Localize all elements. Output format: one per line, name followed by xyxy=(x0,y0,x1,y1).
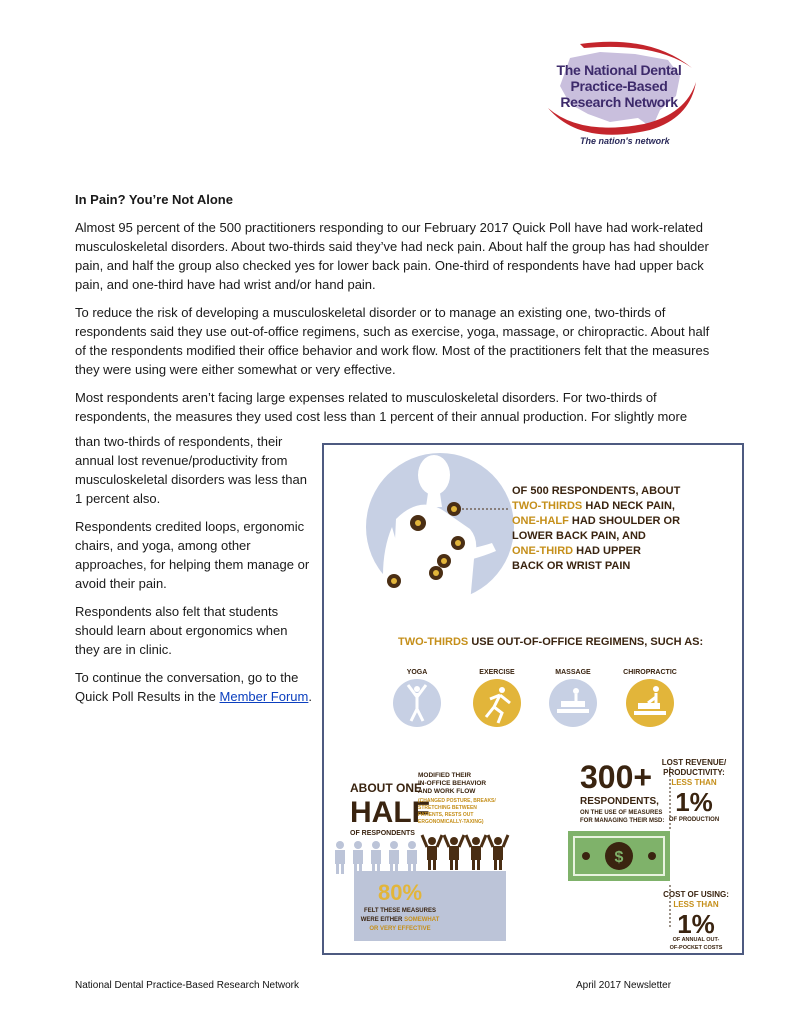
pain-stat-line-2: two-thirds had neck pain, xyxy=(512,500,675,512)
dollar-bill-icon xyxy=(568,831,670,881)
pain-stat-line-6: back or wrist pain xyxy=(512,560,631,572)
modified-line-7: ergonomically-taxing) xyxy=(418,819,484,825)
cost-line-3: of annual out- xyxy=(672,937,720,943)
respondent-people-icons-grey xyxy=(335,841,417,874)
article-paragraph-1: Almost 95 percent of the 500 practitioners responding to our February 2017 Quick Poll have had work-related musculoskeletal disorders. About two-thirds said they’ve had neck pain. About half the group has had shoulder pain, and half the group also checked yes for lower back pain. One-third of respondents have had upper back pain, and one-third have had wrist and/or hand pain. xyxy=(75,220,709,292)
felt-line-2: were either somewhat xyxy=(360,917,440,923)
respondent-people-icons-cheering xyxy=(422,835,508,870)
of-respondents-label: of respondents xyxy=(350,830,415,837)
article xyxy=(75,190,715,435)
pain-stat-line-5: one-third had upper xyxy=(512,545,641,557)
infographic-canvas xyxy=(324,445,742,953)
half-label: Half xyxy=(350,796,430,829)
article-paragraph-5: Respondents also felt that students should learn about ergonomics when they are in clinic. xyxy=(75,604,288,657)
cost-one-percent: 1% xyxy=(677,909,715,939)
footer-organization: National Dental Practice-Based Research Network xyxy=(75,980,299,991)
big-300-label: 300+ xyxy=(580,759,653,795)
logo-line-3: Research Network xyxy=(560,94,678,110)
infographic xyxy=(322,443,744,955)
article-paragraph-2: To reduce the risk of developing a musculoskeletal disorder or to manage an existing one, two-thirds of respondents said they use out-of-office regimens, such as exercise, yoga, massage, or chiropractic. About half of the respondents modified their office behavior and work flow. Most of the practitioners felt that the measures they were using were either somewhat or very effective. xyxy=(75,305,710,377)
respondents-label: respondents, xyxy=(580,796,659,807)
cost-line-2: less than xyxy=(673,900,719,909)
pain-stat-line-4: lower back pain, and xyxy=(512,530,646,542)
logo-tagline: The nation's network xyxy=(580,136,670,146)
felt-line-3: or very effective xyxy=(369,926,431,932)
article-paragraph-3: Most respondents aren’t facing large expenses related to musculoskeletal disorders. For two-thirds of respondents, the measures they used cost less than 1 percent of their annual production. For slightly more xyxy=(75,390,688,424)
regimens-heading: Two-thirds use out-of-office regimens, such as: xyxy=(398,636,704,648)
regimen-label-yoga: Yoga xyxy=(406,669,428,676)
pain-stat-line-1: Of 500 respondents, about xyxy=(512,485,681,497)
pain-statistics xyxy=(512,485,681,572)
article-paragraph-3-continued: than two-thirds of respondents, their annual lost revenue/productivity from musculoskeletal disorders was less than 1 percent also. xyxy=(75,434,307,506)
on-use-line-2: for managing their MSD: xyxy=(580,818,665,824)
felt-line-1: Felt these measures xyxy=(364,908,436,914)
article-heading: In Pain? You’re Not Alone xyxy=(75,192,233,207)
regimen-labels xyxy=(407,669,677,676)
modified-line-5: stretching between xyxy=(418,805,477,811)
modified-line-2: in-office behavior xyxy=(418,780,487,787)
logo-line-1: The National Dental xyxy=(556,62,682,78)
pain-stat-line-3: one-half had shoulder or xyxy=(512,515,681,527)
article-left-column xyxy=(75,432,315,715)
paragraph-6-text: To continue the conversation, go to the Quick Poll Results in the xyxy=(75,670,299,704)
modified-line-6: patients, rests out xyxy=(418,812,474,818)
chiropractic-icon xyxy=(626,679,674,727)
logo-wordmark xyxy=(548,62,690,110)
cost-of-using-block xyxy=(663,890,729,951)
modified-behavior-text xyxy=(418,772,496,825)
about-one-label: About one xyxy=(350,781,422,795)
exercise-icon xyxy=(473,679,521,727)
footer-newsletter-date: April 2017 Newsletter xyxy=(576,980,672,991)
lost-line-3: less than xyxy=(671,778,717,787)
lost-line-2: productivity: xyxy=(663,768,725,777)
regimen-label-exercise: Exercise xyxy=(479,669,515,676)
modified-line-1: Modified their xyxy=(418,772,472,779)
cost-line-1: Cost of using: xyxy=(663,890,729,899)
logo-line-2: Practice-Based xyxy=(570,78,668,94)
article-paragraph-6 xyxy=(75,668,315,706)
paragraph-6-period: . xyxy=(308,689,312,704)
article-paragraph-4: Respondents credited loops, ergonomic chairs, and yoga, among other approaches, for helping them manage or avoid their pain. xyxy=(75,519,310,591)
of-production-label: of production xyxy=(668,817,720,823)
regimen-label-massage: Massage xyxy=(555,669,591,676)
lost-one-percent: 1% xyxy=(675,787,713,817)
modified-line-4: (changed posture, breaks/ xyxy=(418,798,496,804)
cost-line-4: of-pocket costs xyxy=(669,945,723,951)
modified-line-3: and work flow xyxy=(418,788,476,795)
on-use-line-1: on the use of measures xyxy=(580,810,663,816)
network-logo xyxy=(540,38,700,150)
pct-80-label: 80% xyxy=(377,880,423,905)
regimen-label-chiropractic: Chiropractic xyxy=(623,669,677,676)
lost-revenue-block xyxy=(662,758,727,823)
lost-line-1: Lost revenue/ xyxy=(661,758,727,767)
member-forum-link[interactable]: Member Forum xyxy=(219,689,309,704)
massage-icon xyxy=(549,679,597,727)
dollar-sign: $ xyxy=(614,849,624,866)
respondents-300-block xyxy=(580,759,664,824)
yoga-icon xyxy=(393,679,441,727)
